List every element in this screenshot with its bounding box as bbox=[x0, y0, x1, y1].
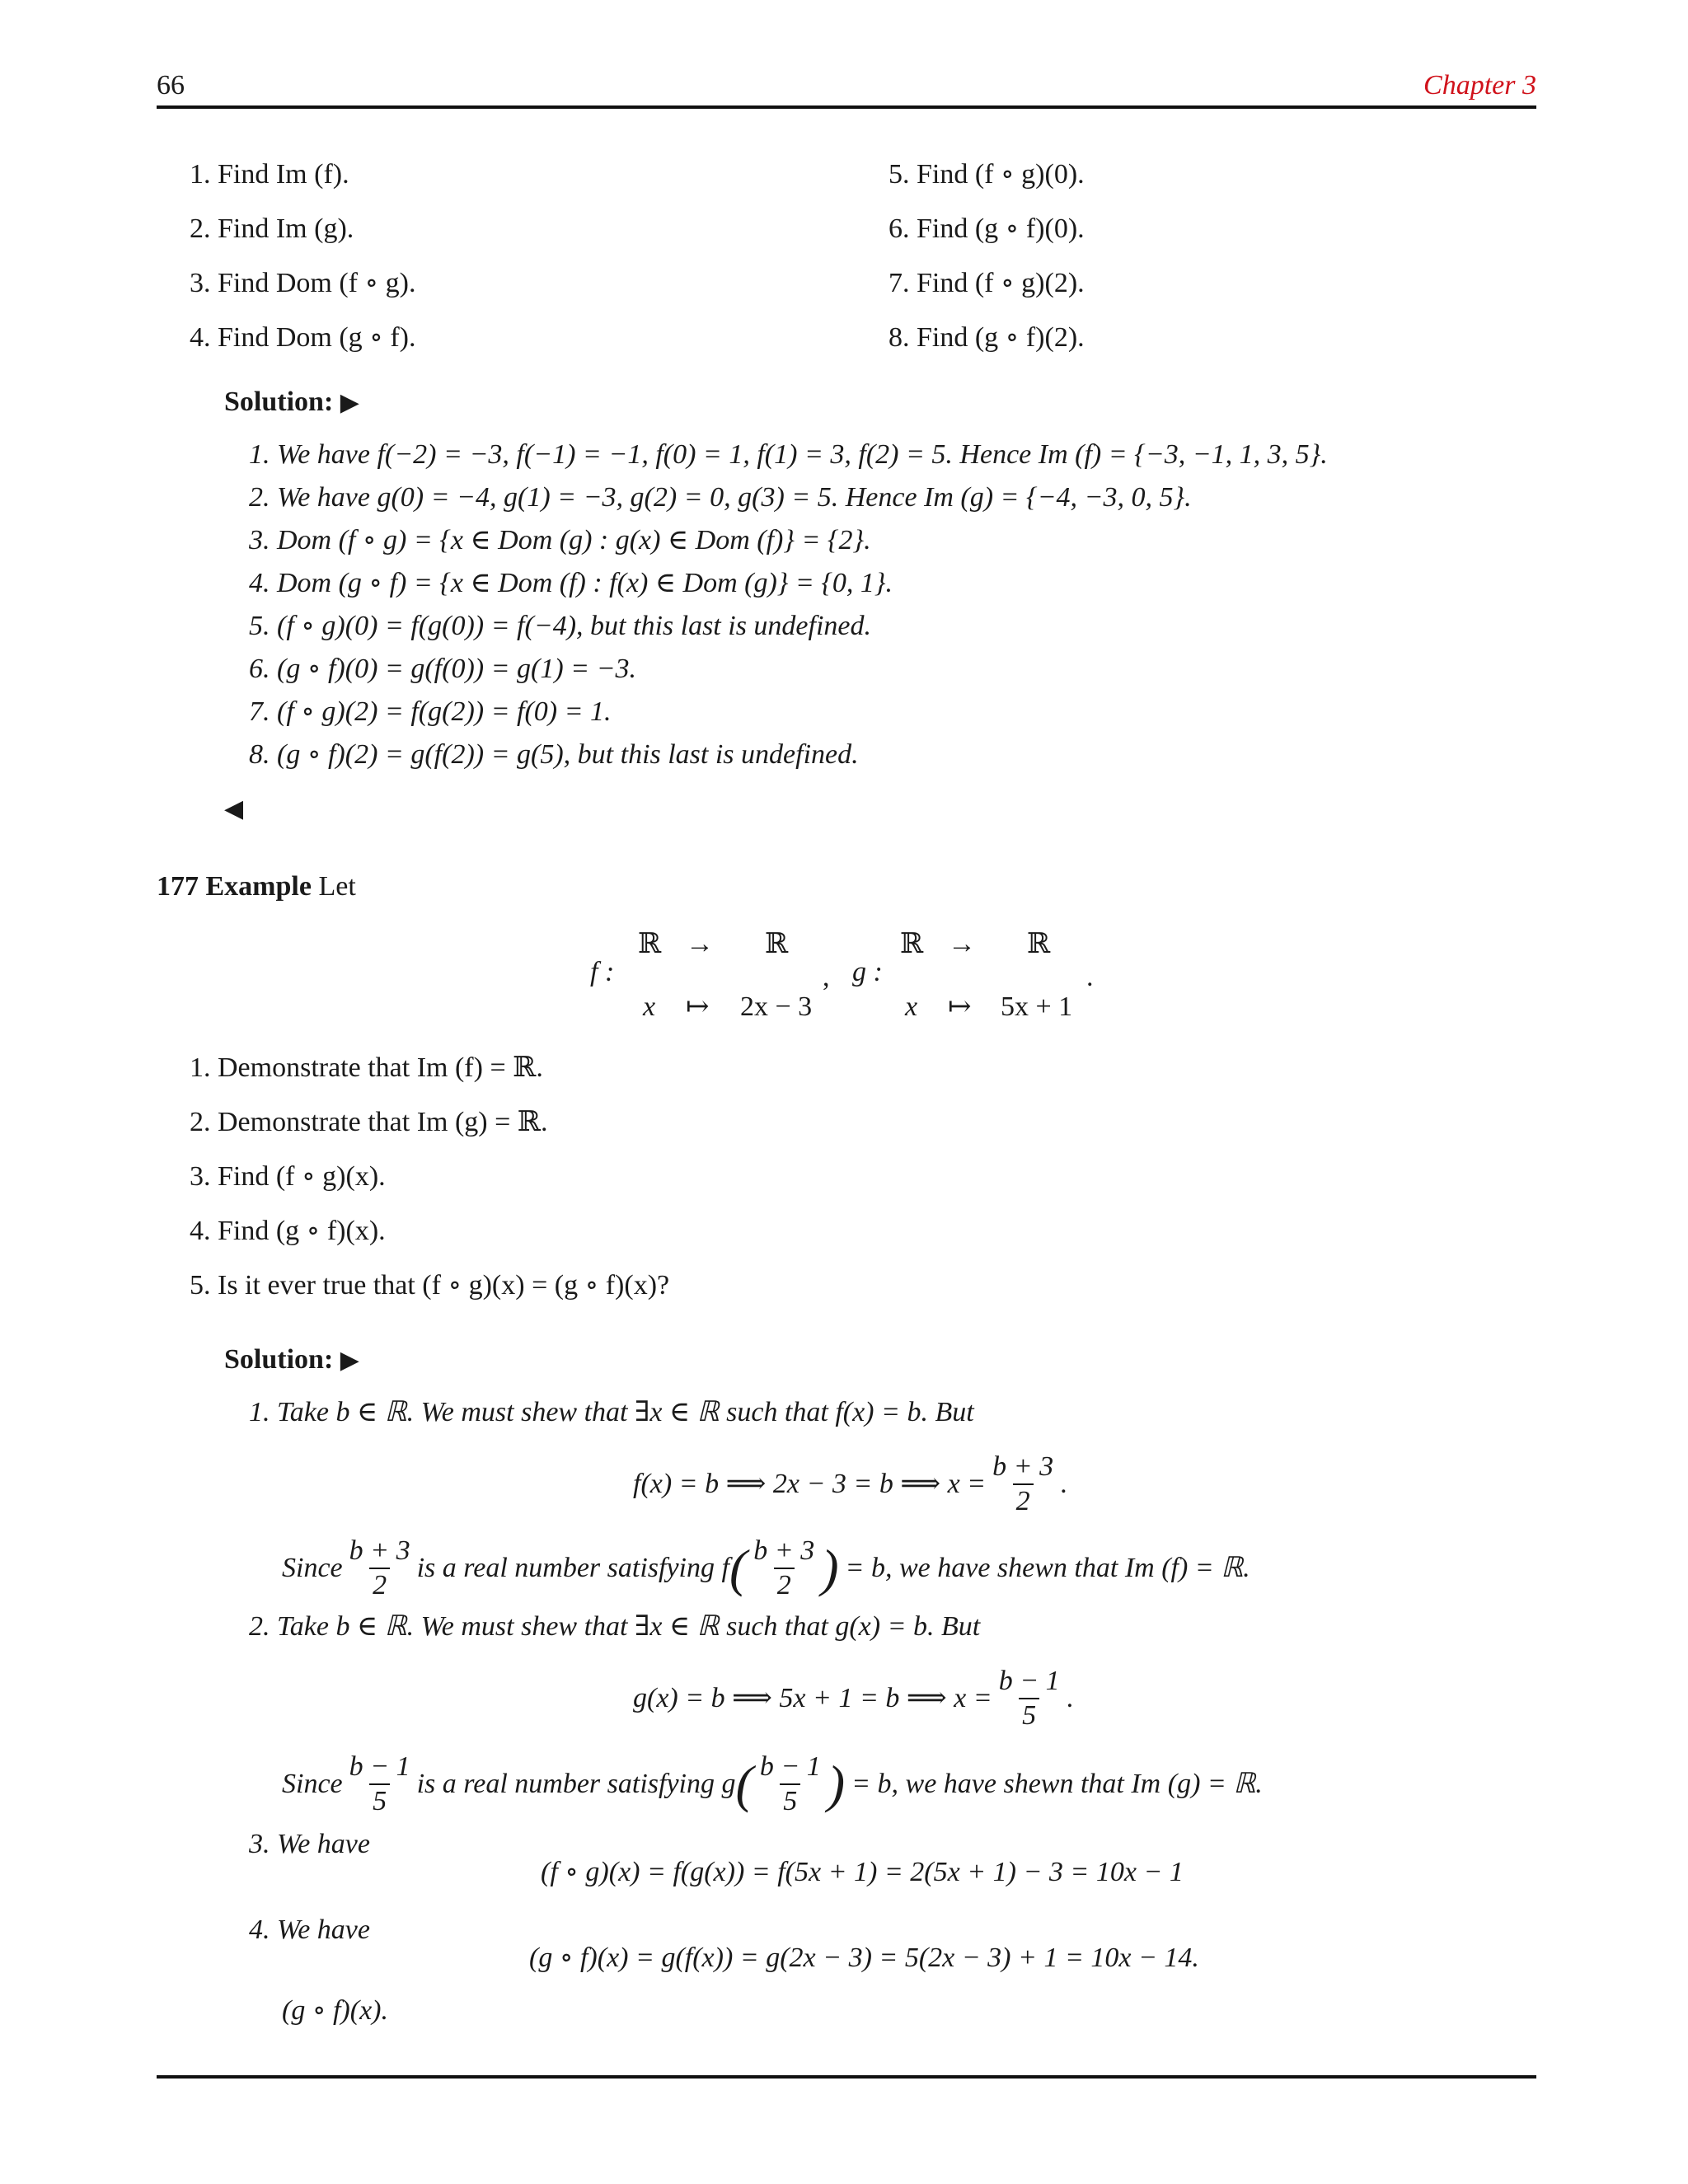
numerator: b + 3 bbox=[992, 1451, 1054, 1482]
header-rule bbox=[157, 105, 1536, 109]
f-name: f : bbox=[590, 957, 615, 987]
solution-item: 1. We have f(−2) = −3, f(−1) = −1, f(0) = 1, f(1) = 3, f(2) = 5. Hence Im (f) = {−3, −1, 1, 3, 5}. bbox=[249, 439, 1328, 470]
equation-text: g(x) = b ⟹ 5x + 1 = b ⟹ x = bbox=[633, 1683, 992, 1713]
fraction bbox=[989, 1451, 1057, 1518]
denominator: 2 bbox=[369, 1568, 390, 1602]
fraction bbox=[996, 1665, 1063, 1732]
solution-heading bbox=[224, 386, 359, 419]
f-mapsto: ↦ bbox=[686, 991, 710, 1022]
question-item: 5. Find (f ∘ g)(0). bbox=[889, 159, 1085, 190]
f-variable: x bbox=[643, 991, 656, 1022]
denominator: 5 bbox=[369, 1783, 390, 1818]
fraction bbox=[750, 1535, 818, 1602]
question-item: 3. Find Dom (f ∘ g). bbox=[190, 268, 416, 298]
numerator: b + 3 bbox=[753, 1535, 815, 1566]
solution-item: 4. Dom (g ∘ f) = {x ∈ Dom (f) : f(x) ∈ Dom (g)} = {0, 1}. bbox=[249, 568, 893, 598]
equation-display: (g ∘ f)(x) = g(f(x)) = g(2x − 3) = 5(2x − 3) + 1 = 10x − 14. bbox=[529, 1943, 1199, 1973]
question-item: 2. Find Im (g). bbox=[190, 213, 354, 244]
example-label: Example bbox=[205, 871, 312, 902]
end-text: = b, we have shewn that Im (g) = ℝ. bbox=[851, 1769, 1263, 1799]
g-arrow: → bbox=[948, 929, 976, 959]
example-let: Let bbox=[318, 871, 356, 902]
g-name: g : bbox=[852, 957, 883, 987]
separator-comma: , bbox=[823, 962, 830, 992]
question-item: 3. Find (f ∘ g)(x). bbox=[190, 1161, 386, 1192]
question-item: 1. Demonstrate that Im (f) = ℝ. bbox=[190, 1052, 543, 1083]
triangle-right-icon: ▶ bbox=[340, 1347, 359, 1374]
solution-item: 6. (g ∘ f)(0) = g(f(0)) = g(1) = −3. bbox=[249, 654, 637, 684]
fraction bbox=[346, 1535, 414, 1602]
mid-text: is a real number satisfying f bbox=[416, 1553, 729, 1583]
numerator: b − 1 bbox=[998, 1666, 1060, 1696]
g-codomain: ℝ bbox=[1027, 929, 1051, 959]
footer-rule bbox=[157, 2075, 1536, 2079]
question-item: 6. Find (g ∘ f)(0). bbox=[889, 213, 1085, 244]
g-domain: ℝ bbox=[900, 929, 924, 959]
solution-item: 8. (g ∘ f)(2) = g(f(2)) = g(5), but this last is undefined. bbox=[249, 739, 859, 770]
equation-display: (f ∘ g)(x) = f(g(x)) = f(5x + 1) = 2(5x + 1) − 3 = 10x − 1 bbox=[541, 1857, 1184, 1887]
solution-continuation: Since $\frac{b + 3}{2}$ is a real number satisfying f ( $\frac{b + 3}{2}$ ) = b, we have shewn that Im (f) = ℝ. bbox=[282, 1535, 1250, 1601]
solution-heading bbox=[224, 1343, 359, 1377]
question-item: 4. Find Dom (g ∘ f). bbox=[190, 322, 416, 353]
solution-item: 3. We have bbox=[249, 1829, 370, 1859]
solution-item: 4. We have bbox=[249, 1915, 370, 1945]
definition-period: . bbox=[1086, 962, 1094, 992]
question-item: 4. Find (g ∘ f)(x). bbox=[190, 1216, 386, 1246]
numerator: b + 3 bbox=[349, 1535, 410, 1566]
solution-item: 2. Take b ∈ ℝ. We must shew that ∃x ∈ ℝ such that g(x) = b. But bbox=[249, 1611, 981, 1642]
question-item: 8. Find (g ∘ f)(2). bbox=[889, 322, 1085, 353]
f-rule: 2x − 3 bbox=[740, 991, 813, 1022]
denominator: 5 bbox=[780, 1783, 800, 1818]
solution-item: 3. Dom (f ∘ g) = {x ∈ Dom (g) : g(x) ∈ Dom (f)} = {2}. bbox=[249, 525, 871, 555]
solution-item: 5. (f ∘ g)(0) = f(g(0)) = f(−4), but this last is undefined. bbox=[249, 611, 872, 641]
denominator: 2 bbox=[774, 1568, 795, 1602]
end-of-solution-icon: ◀ bbox=[224, 795, 244, 823]
solution-label: Solution: bbox=[224, 1344, 334, 1375]
solution-item: 1. Take b ∈ ℝ. We must shew that ∃x ∈ ℝ such that f(x) = b. But bbox=[249, 1397, 974, 1427]
denominator: 5 bbox=[1019, 1698, 1039, 1732]
g-variable: x bbox=[905, 991, 918, 1022]
g-rule: 5x + 1 bbox=[1001, 991, 1073, 1022]
page-number: 66 bbox=[157, 70, 185, 101]
since-text: Since bbox=[282, 1769, 343, 1799]
solution-item: 2. We have g(0) = −4, g(1) = −3, g(2) = 0, g(3) = 5. Hence Im (g) = {−4, −3, 0, 5}. bbox=[249, 482, 1192, 513]
question-item: 1. Find Im (f). bbox=[190, 159, 349, 190]
question-item: 7. Find (f ∘ g)(2). bbox=[889, 268, 1085, 298]
g-mapsto: ↦ bbox=[948, 991, 972, 1022]
f-codomain: ℝ bbox=[765, 929, 789, 959]
fraction bbox=[346, 1750, 414, 1818]
since-text: Since bbox=[282, 1553, 343, 1583]
chapter-label: Chapter 3 bbox=[1423, 70, 1536, 101]
solution-label: Solution: bbox=[224, 387, 334, 417]
solution-item: 7. (f ∘ g)(2) = f(g(2)) = f(0) = 1. bbox=[249, 696, 612, 727]
equation-display: f(x) = b ⟹ 2x − 3 = b ⟹ x = $\frac{b + 3}{2}$ . bbox=[633, 1451, 1067, 1516]
mid-text: is a real number satisfying g bbox=[416, 1769, 736, 1799]
solution-continuation: Since $\frac{b - 1}{5}$ is a real number satisfying g ( $\frac{b - 1}{5}$ ) = b, we have shewn that Im (g) = ℝ. bbox=[282, 1751, 1263, 1816]
equation-display: g(x) = b ⟹ 5x + 1 = b ⟹ x = $\frac{b - 1}{5}$ . bbox=[633, 1666, 1074, 1731]
solution-item: (g ∘ f)(x). bbox=[282, 1995, 388, 2026]
numerator: b − 1 bbox=[759, 1751, 821, 1782]
triangle-right-icon: ▶ bbox=[340, 389, 359, 416]
fraction bbox=[757, 1750, 824, 1818]
f-domain: ℝ bbox=[638, 929, 662, 959]
equation-text: f(x) = b ⟹ 2x − 3 = b ⟹ x = bbox=[633, 1469, 987, 1499]
f-arrow: → bbox=[686, 929, 714, 959]
example-number: 177 bbox=[157, 871, 199, 902]
example-heading bbox=[157, 870, 356, 903]
denominator: 2 bbox=[1013, 1483, 1034, 1518]
end-text: = b, we have shewn that Im (f) = ℝ. bbox=[845, 1553, 1250, 1583]
question-item: 5. Is it ever true that (f ∘ g)(x) = (g ∘ f)(x)? bbox=[190, 1270, 670, 1301]
question-item: 2. Demonstrate that Im (g) = ℝ. bbox=[190, 1107, 548, 1137]
numerator: b − 1 bbox=[349, 1751, 410, 1782]
